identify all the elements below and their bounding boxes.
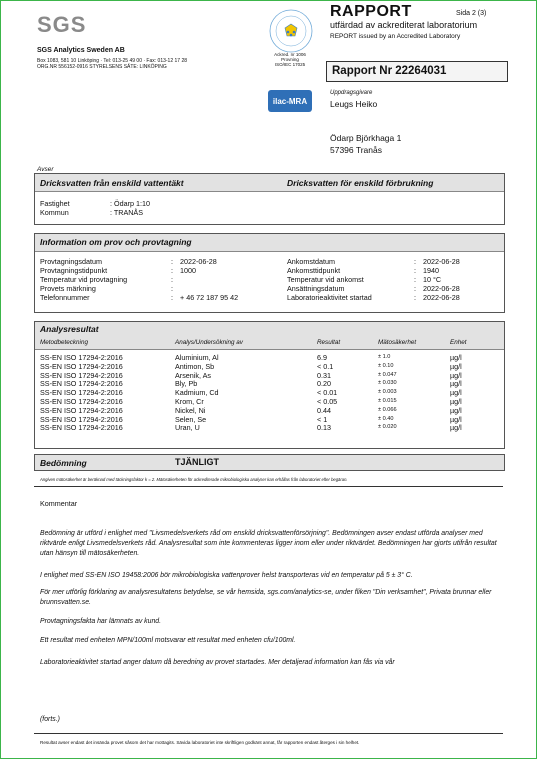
sgs-logo [37,12,85,38]
ilac-mra-logo-icon [268,90,312,112]
result-unit: µg/l [450,405,462,415]
colon: : [171,257,173,266]
result-uncertainty: ± 0.015 [378,398,397,404]
assessment-value: TJÄNLIGT [175,457,219,467]
info-right-value: 10 °C [423,275,442,284]
results-title: Analysresultat [40,324,99,334]
assessment-bar [34,454,505,471]
result-uncertainty: ± 0.40 [378,415,394,422]
client-name: Leugs Heiko [330,99,378,109]
result-method: SS-EN ISO 17294-2:2016 [40,370,123,380]
comment-paragraph: Ett resultat med enheten MPN/100ml motsvarar ett resultat med enheten cfu/100ml. [40,637,296,644]
address-line: Box 1083, 581 10 Linköping · Tel: 013-25 49 00 · Fax: 013-12 17 28 [37,58,188,64]
info-right-value: 2022-06-28 [423,293,460,302]
col-analysis: Analys/Undersökning av [175,339,243,346]
info-right-value: 2022-06-28 [423,257,460,266]
info-left-label: Provets märkning [40,284,96,293]
result-value: < 0.1 [317,361,334,371]
info-right-value: 2022-06-28 [423,284,460,293]
colon: : [414,275,416,284]
comment-paragraph: Provtagningsfakta har lämnats av kund. [40,618,162,625]
result-unit: µg/l [450,423,462,433]
result-analyte: Uran, U [175,423,200,433]
client-label: Uppdragsgivare [330,90,373,96]
swedac-seal-icon [268,8,314,54]
result-method: SS-EN ISO 17294-2:2016 [40,388,123,398]
result-unit: µg/l [450,388,462,398]
result-value: 6.9 [317,353,327,362]
svg-text:ilac-MRA: ilac-MRA [272,97,308,106]
company-address [37,58,187,70]
result-unit: µg/l [450,379,462,389]
result-analyte: Antimon, Sb [175,361,215,371]
colon: : [414,257,416,266]
result-method: SS-EN ISO 17294-2:2016 [40,361,123,371]
colon: : [171,275,173,284]
info-left-label: Temperatur vid provtagning [40,275,128,284]
col-unit: Enhet [450,339,467,346]
bottom-disclaimer: Resultat avser endast det insända provet såsom det har mottagits. Sävida laboratoriet inte skriftligen godkänt annat, får rapporten endast återges i sin helhet. [40,740,360,745]
comment-paragraph: För mer utförlig förklaring av analysresultatens betydelse, se vår hemsida, sgs.com/analytics-se, under fliken "Din verksamhet", Privata brunnar eller brunnsvatten.se. [40,589,492,606]
result-value: 0.44 [317,405,331,415]
result-unit: µg/l [450,414,462,424]
result-analyte: Krom, Cr [175,397,204,406]
sample-type-right: Dricksvatten för enskild förbrukning [287,178,434,188]
report-subtitle-en: REPORT issued by an Accredited Laboratory [330,33,461,40]
municipality-label: Kommun [40,208,69,217]
info-right-label: Temperatur vid ankomst [287,275,364,284]
result-method: SS-EN ISO 17294-2:2016 [40,414,123,424]
info-right-label: Ansättningsdatum [287,284,345,293]
logo-text: SGS [37,12,87,37]
result-method: SS-EN ISO 17294-2:2016 [40,353,123,362]
divider [34,486,503,487]
result-value: 0.31 [317,370,331,380]
result-uncertainty: ± 0.066 [378,406,397,413]
colon: : [171,284,173,293]
result-unit: µg/l [450,353,462,362]
report-subtitle: utfärdad av ackrediterat laboratorium [330,20,478,30]
col-result: Resultat [317,339,341,346]
result-value: 0.20 [317,379,331,389]
result-value: < 1 [317,414,328,424]
result-analyte: Arsenik, As [175,370,211,380]
assessment-label: Bedömning [40,458,87,468]
info-right-label: Laboratorieaktivitet startad [287,293,372,302]
report-number: Rapport Nr 22264031 [332,65,447,77]
comment-paragraph: Bedömning är utförd i enlighet med "Livsmedelsverkets råd om enskild dricksvattenförsörjning". Bedömningen avser endast utförda analyser med riktvärde enligt Livsmedelsverkets råd. Analysresultat som inte kommenteras ligger inom eller under riktvärdet. Bedömningen har gjorts utifrån resultat utan hänsyn till mätosäkerheten. [40,530,497,557]
result-method: SS-EN ISO 17294-2:2016 [40,423,123,433]
colon: : [171,293,173,302]
result-analyte: Aluminium, Al [175,353,219,362]
property-value: : Ödarp 1:10 [110,199,150,208]
bottom-divider [34,733,503,734]
ackr-type: Provning [281,57,299,62]
result-analyte: Selen, Se [175,414,207,424]
result-uncertainty: ± 0.003 [378,389,397,396]
result-unit: µg/l [450,397,462,406]
property-label: Fastighet [40,199,70,208]
info-left-value: + 46 72 187 95 42 [180,293,239,302]
result-value: 0.13 [317,423,331,433]
result-method: SS-EN ISO 17294-2:2016 [40,405,123,415]
org-line: ORG.NR 556152-0916 STYRELSENS SÄTE: LINKÖPING [37,64,167,70]
result-uncertainty: ± 0.10 [378,362,394,369]
colon: : [414,284,416,293]
comment-paragraph: I enlighet med SS-EN ISO 19458:2006 bör mikrobiologiska vattenprover helst transporteras vid en temperatur på 5 ± 3° C. [40,572,413,579]
result-unit: µg/l [450,361,462,371]
info-left-label: Provtagningstidpunkt [40,266,108,275]
ackr-number: Ackred. nr 1006 [274,52,306,57]
client-address-2: 57396 Tranås [330,145,382,155]
col-uncertainty: Mätosäkerhet [378,339,417,346]
accreditation-info [274,52,306,67]
info-right-label: Ankomstdatum [287,257,335,266]
info-right-label: Ankomsttidpunkt [287,266,341,275]
result-uncertainty: ± 0.047 [378,371,397,378]
result-analyte: Bly, Pb [175,379,198,389]
sample-type-left: Dricksvatten från enskild vattentäkt [40,178,184,188]
result-value: < 0.05 [317,397,338,406]
colon: : [414,293,416,302]
info-left-value: 1000 [180,266,196,275]
info-left-label: Telefonnummer [40,293,90,302]
client-address-1: Ödarp Björkhaga 1 [330,133,402,143]
ackr-standard: ISO/IEC 17025 [274,62,306,67]
result-uncertainty: ± 0.030 [378,380,397,387]
avser-label: Avser [37,166,54,173]
result-uncertainty: ± 0.020 [378,424,397,431]
info-right-value: 1940 [423,266,439,275]
comment-paragraph: Laboratorieaktivitet startad anger datum då beredning av provet startades. Mer detaljerad information kan fås via vår [40,659,395,666]
result-analyte: Kadmium, Cd [175,388,219,398]
col-method: Metodbeteckning [40,339,88,346]
uncertainty-footnote: Angiven mätosäkerhet är beräknad med täckningsfaktor k = 2. Mätosäkerheten för ackrediterade mikrobiologiska analyser kan erhållas från laboratoriet efter begäran. [40,477,348,482]
comment-label: Kommentar [40,499,78,508]
colon: : [171,266,173,275]
info-left-label: Provtagningsdatum [40,257,102,266]
results-header [35,322,504,350]
result-unit: µg/l [450,370,462,380]
sample-info-title: Information om prov och provtagning [40,237,192,247]
result-analyte: Nickel, Ni [175,405,206,415]
colon: : [414,266,416,275]
page-number: Sida 2 (3) [456,10,487,17]
result-method: SS-EN ISO 17294-2:2016 [40,379,123,389]
info-left-value: 2022-06-28 [180,257,217,266]
result-method: SS-EN ISO 17294-2:2016 [40,397,123,406]
municipality-value: : TRANÅS [110,208,144,217]
result-value: < 0.01 [317,388,338,398]
company-name: SGS Analytics Sweden AB [37,47,125,54]
continued-label: (forts.) [40,716,60,723]
result-uncertainty: ± 1.0 [378,354,391,360]
report-title: RAPPORT [330,3,412,20]
